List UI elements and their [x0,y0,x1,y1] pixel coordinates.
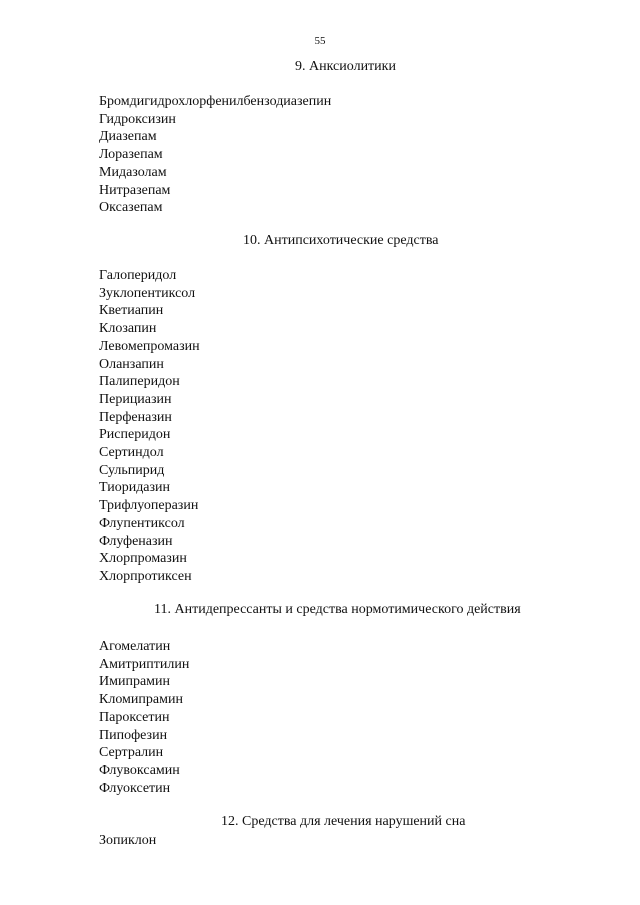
list-item: Палиперидон [99,374,180,390]
list-item: Зопиклон [99,833,157,848]
list-item: Флувоксамин [99,762,180,778]
list-item: Имипрамин [99,674,171,690]
page-number: 55 [314,35,326,47]
list-item: Диазепам [99,129,157,145]
list-item: Сертиндол [99,445,164,461]
list-item: Нитразепам [99,182,171,198]
list-item: Кломипрамин [99,692,183,708]
drug-list-sleep-disorders [99,832,156,850]
list-item: Пипофезин [99,727,168,743]
section-title-antipsychotics: 10. Антипсихотические средства [243,233,439,248]
list-item: Левомепромазин [99,338,200,354]
list-item: Трифлуоперазин [99,498,199,514]
list-item: Перициазин [99,391,172,407]
drug-list-antipsychotics [99,267,200,586]
list-item: Сульпирид [99,462,165,478]
list-item: Оланзапин [99,356,164,372]
section-title-antidepressants: 11. Антидепрессанты и средства нормотимического действия [154,602,521,617]
list-item: Флупентиксол [99,515,185,531]
section-title-anxiolytics: 9. Анксиолитики [295,59,396,74]
drug-list-anxiolytics [99,93,331,217]
list-item: Галоперидол [99,268,177,283]
list-item: Гидроксизин [99,111,176,127]
list-item: Зуклопентиксол [99,285,196,301]
list-item: Хлорпротиксен [99,568,192,584]
list-item: Сертралин [99,745,164,761]
list-item: Амитриптилин [99,656,190,672]
list-item: Тиоридазин [99,480,171,496]
list-item: Клозапин [99,321,157,337]
list-item: Перфеназин [99,409,172,425]
list-item: Рисперидон [99,427,171,443]
list-item: Лоразепам [99,147,163,163]
list-item: Оксазепам [99,200,163,216]
list-item: Кветиапин [99,303,164,319]
list-item: Агомелатин [99,639,171,654]
drug-list-antidepressants [99,638,189,797]
list-item: Хлорпромазин [99,551,187,567]
list-item: Бромдигидрохлорфенилбензодиазепин [99,94,332,109]
list-item: Флуфеназин [99,533,173,549]
list-item: Пароксетин [99,709,170,725]
list-item: Мидазолам [99,164,167,180]
list-item: Флуоксетин [99,780,171,796]
section-title-sleep-disorders: 12. Средства для лечения нарушений сна [221,814,466,829]
